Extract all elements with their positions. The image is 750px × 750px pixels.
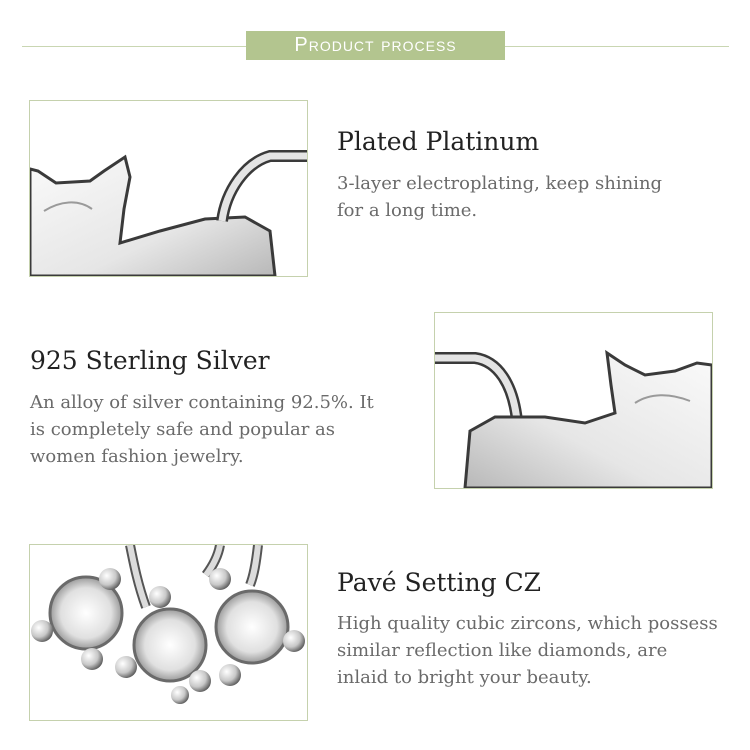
cz-stone-image	[30, 545, 307, 720]
feature-title: Plated Platinum	[337, 127, 540, 156]
description-line: An alloy of silver containing 92.5%. It	[30, 392, 374, 413]
feature-description	[337, 610, 718, 691]
feature-description	[337, 170, 662, 224]
section-header-banner	[246, 31, 505, 60]
cat-earring-image	[30, 101, 307, 276]
cat-earring-image	[435, 313, 712, 488]
feature-image-sterling-silver	[434, 312, 713, 489]
description-line: women fashion jewelry.	[30, 446, 244, 467]
feature-title: 925 Sterling Silver	[30, 346, 270, 375]
feature-description	[30, 389, 374, 470]
section-header-title: Product process	[294, 34, 457, 56]
description-line: is completely safe and popular as	[30, 419, 335, 440]
feature-image-plated-platinum	[29, 100, 308, 277]
header-divider-right	[505, 46, 729, 47]
header-divider-left	[22, 46, 246, 47]
feature-title: Pavé Setting CZ	[337, 568, 542, 597]
description-line: High quality cubic zircons, which possess	[337, 613, 718, 634]
feature-image-pave-setting	[29, 544, 308, 721]
description-line: similar reflection like diamonds, are	[337, 640, 668, 661]
description-line: inlaid to bright your beauty.	[337, 667, 592, 688]
description-line: 3-layer electroplating, keep shining	[337, 173, 663, 194]
description-line: for a long time.	[337, 200, 478, 221]
